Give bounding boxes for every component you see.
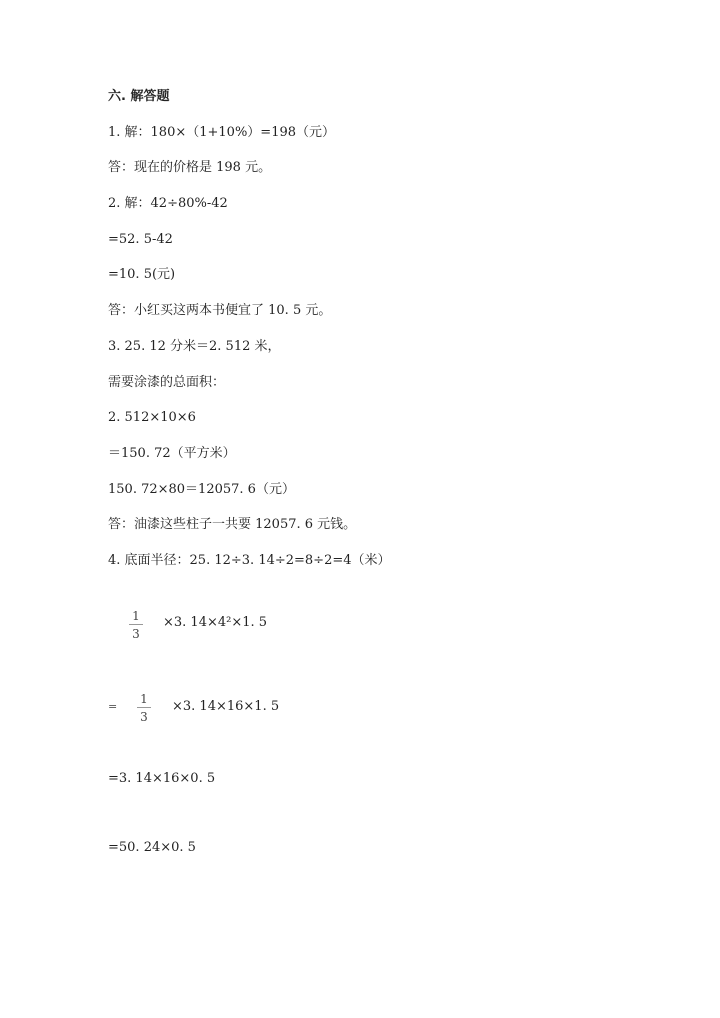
- fraction-numerator: 1: [140, 692, 148, 706]
- q3-solution-line-2: 需要涂漆的总面积：: [108, 375, 226, 390]
- q3-solution-line-1: 3. 25. 12 分米＝2. 512 米，: [108, 339, 281, 354]
- fraction-bar: [129, 624, 143, 625]
- q2-answer: 答：小红买这两本书便宜了 10. 5 元。: [108, 303, 332, 318]
- fraction-denominator: 3: [132, 627, 140, 641]
- section-title: 六. 解答题: [108, 89, 170, 104]
- q4-step2-equals: =: [108, 700, 118, 713]
- q4-step1-fraction: [128, 609, 144, 641]
- fraction-denominator: 3: [140, 710, 148, 724]
- q2-solution-line-3: =10. 5(元): [108, 267, 176, 282]
- q4-step2-fraction: [136, 692, 152, 724]
- fraction-bar: [137, 707, 151, 708]
- q4-step1-expression: ×3. 14×4²×1. 5: [163, 615, 268, 630]
- q3-solution-line-3: 2. 512×10×6: [108, 410, 196, 425]
- q4-solution-line-1: 4. 底面半径：25. 12÷3. 14÷2=8÷2=4（米）: [108, 553, 391, 568]
- q2-solution-line-2: =52. 5-42: [108, 232, 173, 247]
- q1-answer: 答：现在的价格是 198 元。: [108, 160, 272, 175]
- q4-step2-expression: ×3. 14×16×1. 5: [172, 699, 280, 714]
- q3-solution-line-5: 150. 72×80＝12057. 6（元）: [108, 482, 295, 497]
- q4-step3: =3. 14×16×0. 5: [108, 771, 216, 786]
- q4-step4: =50. 24×0. 5: [108, 840, 196, 855]
- fraction-numerator: 1: [132, 609, 140, 623]
- q2-solution-line-1: 2. 解：42÷80%-42: [108, 196, 228, 211]
- q3-solution-line-4: ＝150. 72（平方米）: [108, 446, 236, 461]
- q3-answer: 答：油漆这些柱子一共要 12057. 6 元钱。: [108, 517, 357, 532]
- q1-solution-line: 1. 解：180×（1+10%）=198（元）: [108, 125, 336, 140]
